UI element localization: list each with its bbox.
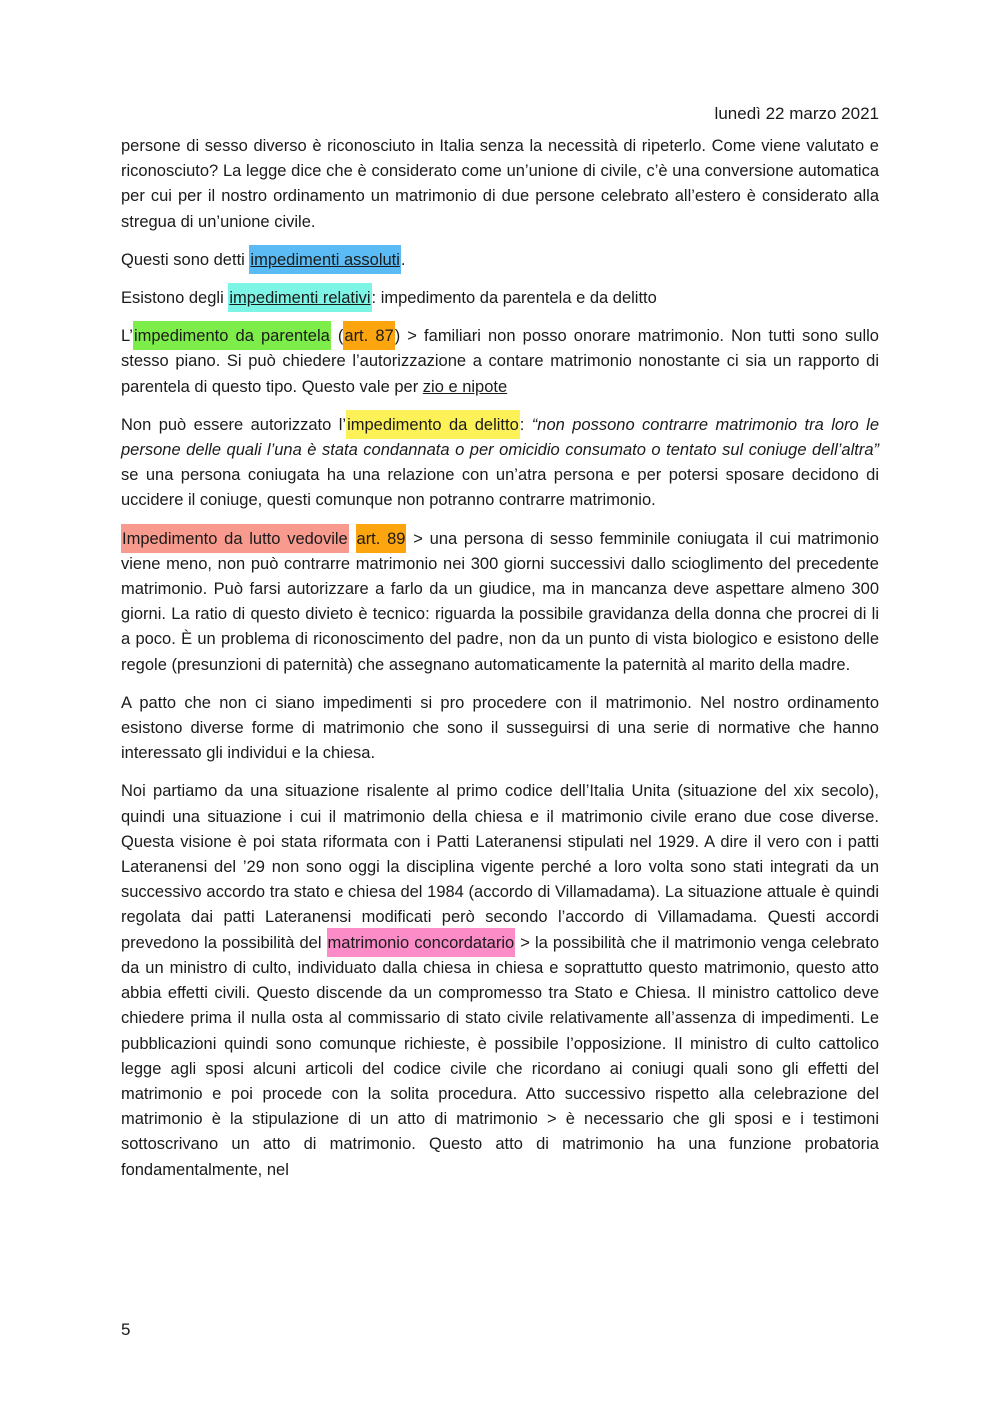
highlight-impedimento-parentela: impedimento da parentela bbox=[133, 321, 331, 350]
text-segment: se una persona coniugata ha una relazione con un’atra persona e per potersi sposare decidono di uccidere il coniuge, questi comunque non potranno contrarre matrimonio. bbox=[121, 466, 879, 510]
text-segment: : impedimento da parentela e da delitto bbox=[371, 289, 657, 308]
text-segment: . bbox=[400, 250, 406, 269]
paragraph-impedimenti-relativi bbox=[121, 286, 879, 311]
paragraph-forme-matrimonio: A patto che non ci siano impedimenti si pro procedere con il matrimonio. Nel nostro ordinamento esistono diverse forme di matrimonio che sono il susseguirsi di una serie di normative che hanno interessato gli individui e la chiesa. bbox=[121, 693, 879, 763]
page-number: 5 bbox=[121, 1320, 131, 1339]
text-segment: Questi sono detti bbox=[121, 250, 250, 269]
highlight-impedimenti-assoluti: impedimenti assoluti bbox=[249, 245, 400, 274]
text-segment: L’ bbox=[121, 327, 133, 346]
paragraph-impedimento-delitto bbox=[121, 413, 879, 514]
text-segment: Noi partiamo da una situazione risalente al primo codice dell’Italia Unita (situazione del xix secolo), quindi una situazione i cui il matrimonio della chiesa e il matrimonio civile erano due cose diverse. Questa visione è poi stata riformata con i Patti Lateranensi stipulati nel 1929. A dire il vero con i patti Lateranensi del ’29 non sono oggi la disciplina vigente perché a loro volta sono stati integrati da un successivo accordo tra stato e chiesa del 1984 (accordo di Villamadama). La situazione attuale è quindi regolata dai patti Lateranensi modificati però secondo l’accordo di Villamadama. Questi accordi prevedono la possibilità del bbox=[121, 782, 879, 952]
text-segment: Non può essere autorizzato l’ bbox=[121, 415, 347, 434]
highlight-impedimento-delitto: impedimento da delitto bbox=[346, 410, 520, 439]
highlight-art-89: art. 89 bbox=[356, 524, 407, 553]
text-segment: > la possibilità che il matrimonio venga celebrato da un ministro di culto, individuato dalla chiesa in chiesa e soprattutto questo matrimonio, questo atto abbia effetti civili. Questo discende da un compromesso tra Stato e Chiesa. Il ministro cattolico deve chiedere prima il nulla osta al commissario di stato civile relativamente all’assenza di impedimenti. Le pubblicazioni quindi sono comunque richieste, è possibile l’opposizione. Il ministro di culto cattolico legge agli sposi alcuni articoli del codice civile che ricordano ai coniugi quali sono gli effetti del matrimonio e poi procede con la solita procedura. Atto successivo rispetto alla celebrazione del matrimonio è la stipulazione di un atto di matrimonio > è necessario che gli sposi e i testimoni sottoscrivano un atto di matrimonio. Questo atto di matrimonio ha una funzione probatoria fondamentalmente, nel bbox=[121, 933, 879, 1179]
paragraph-lutto-vedovile bbox=[121, 527, 879, 678]
paragraph-matrimonio-concordatario bbox=[121, 779, 879, 1182]
header-date: lunedì 22 marzo 2021 bbox=[714, 104, 879, 123]
paragraph-impedimento-parentela bbox=[121, 324, 879, 400]
italic-quote: “non possono contrarre matrimonio tra loro le persone delle quali l’una è stata condannata o per omicidio consumato o tentato sul coniuge dell’altra” bbox=[121, 415, 880, 460]
text-segment: > una persona di sesso femminile coniugata il cui matrimonio viene meno, non può contrarre matrimonio nei 300 giorni successivi dallo scioglimento del precedente matrimonio. Può farsi autorizzare a farlo da un giudice, ma in mancanza deve aspettare almeno 300 giorni. La ratio di questo divieto è tecnico: riguarda la possibile gravidanza della donna che procrei di li a poco. È un problema di riconoscimento del padre, non da un punto di vista biologico e esistono delle regole (presunzioni di paternità) che assegnano automaticamente la paternità al marito della madre. bbox=[121, 529, 879, 674]
text-segment: ( bbox=[330, 327, 344, 346]
highlight-matrimonio-concordatario: matrimonio concordatario bbox=[327, 928, 516, 957]
highlight-impedimento-lutto-vedovile: Impedimento da lutto vedovile bbox=[121, 524, 349, 553]
underlined-zio-e-nipote: zio e nipote bbox=[422, 377, 508, 396]
text-segment: ) > familiari non posso onorare matrimonio. Non tutti sono sullo stesso piano. Si può chiedere l’autorizzazione a contare matrimonio nonostante ci sia un rapporto di parentela di questo tipo. Questo vale per bbox=[121, 327, 879, 396]
paragraph-unione-civile: persone di sesso diverso è riconosciuto in Italia senza la necessità di ripeterlo. Come viene valutato e riconosciuto? La legge dice che è considerato come un’unione di civile, c’è una conversione automatica per cui per il nostro ordinamento un matrimonio di due persone celebrato all’estero è considerato alla stregua di un’unione civile. bbox=[121, 137, 879, 231]
text-segment: Esistono degli bbox=[121, 289, 229, 308]
highlight-impedimenti-relativi: impedimenti relativi bbox=[228, 283, 371, 312]
highlight-art-87: art. 87 bbox=[343, 321, 394, 350]
text-segment: : bbox=[519, 415, 532, 434]
document-page bbox=[121, 0, 879, 1415]
paragraph-impedimenti-assoluti bbox=[121, 248, 879, 273]
document-body bbox=[121, 134, 879, 1196]
